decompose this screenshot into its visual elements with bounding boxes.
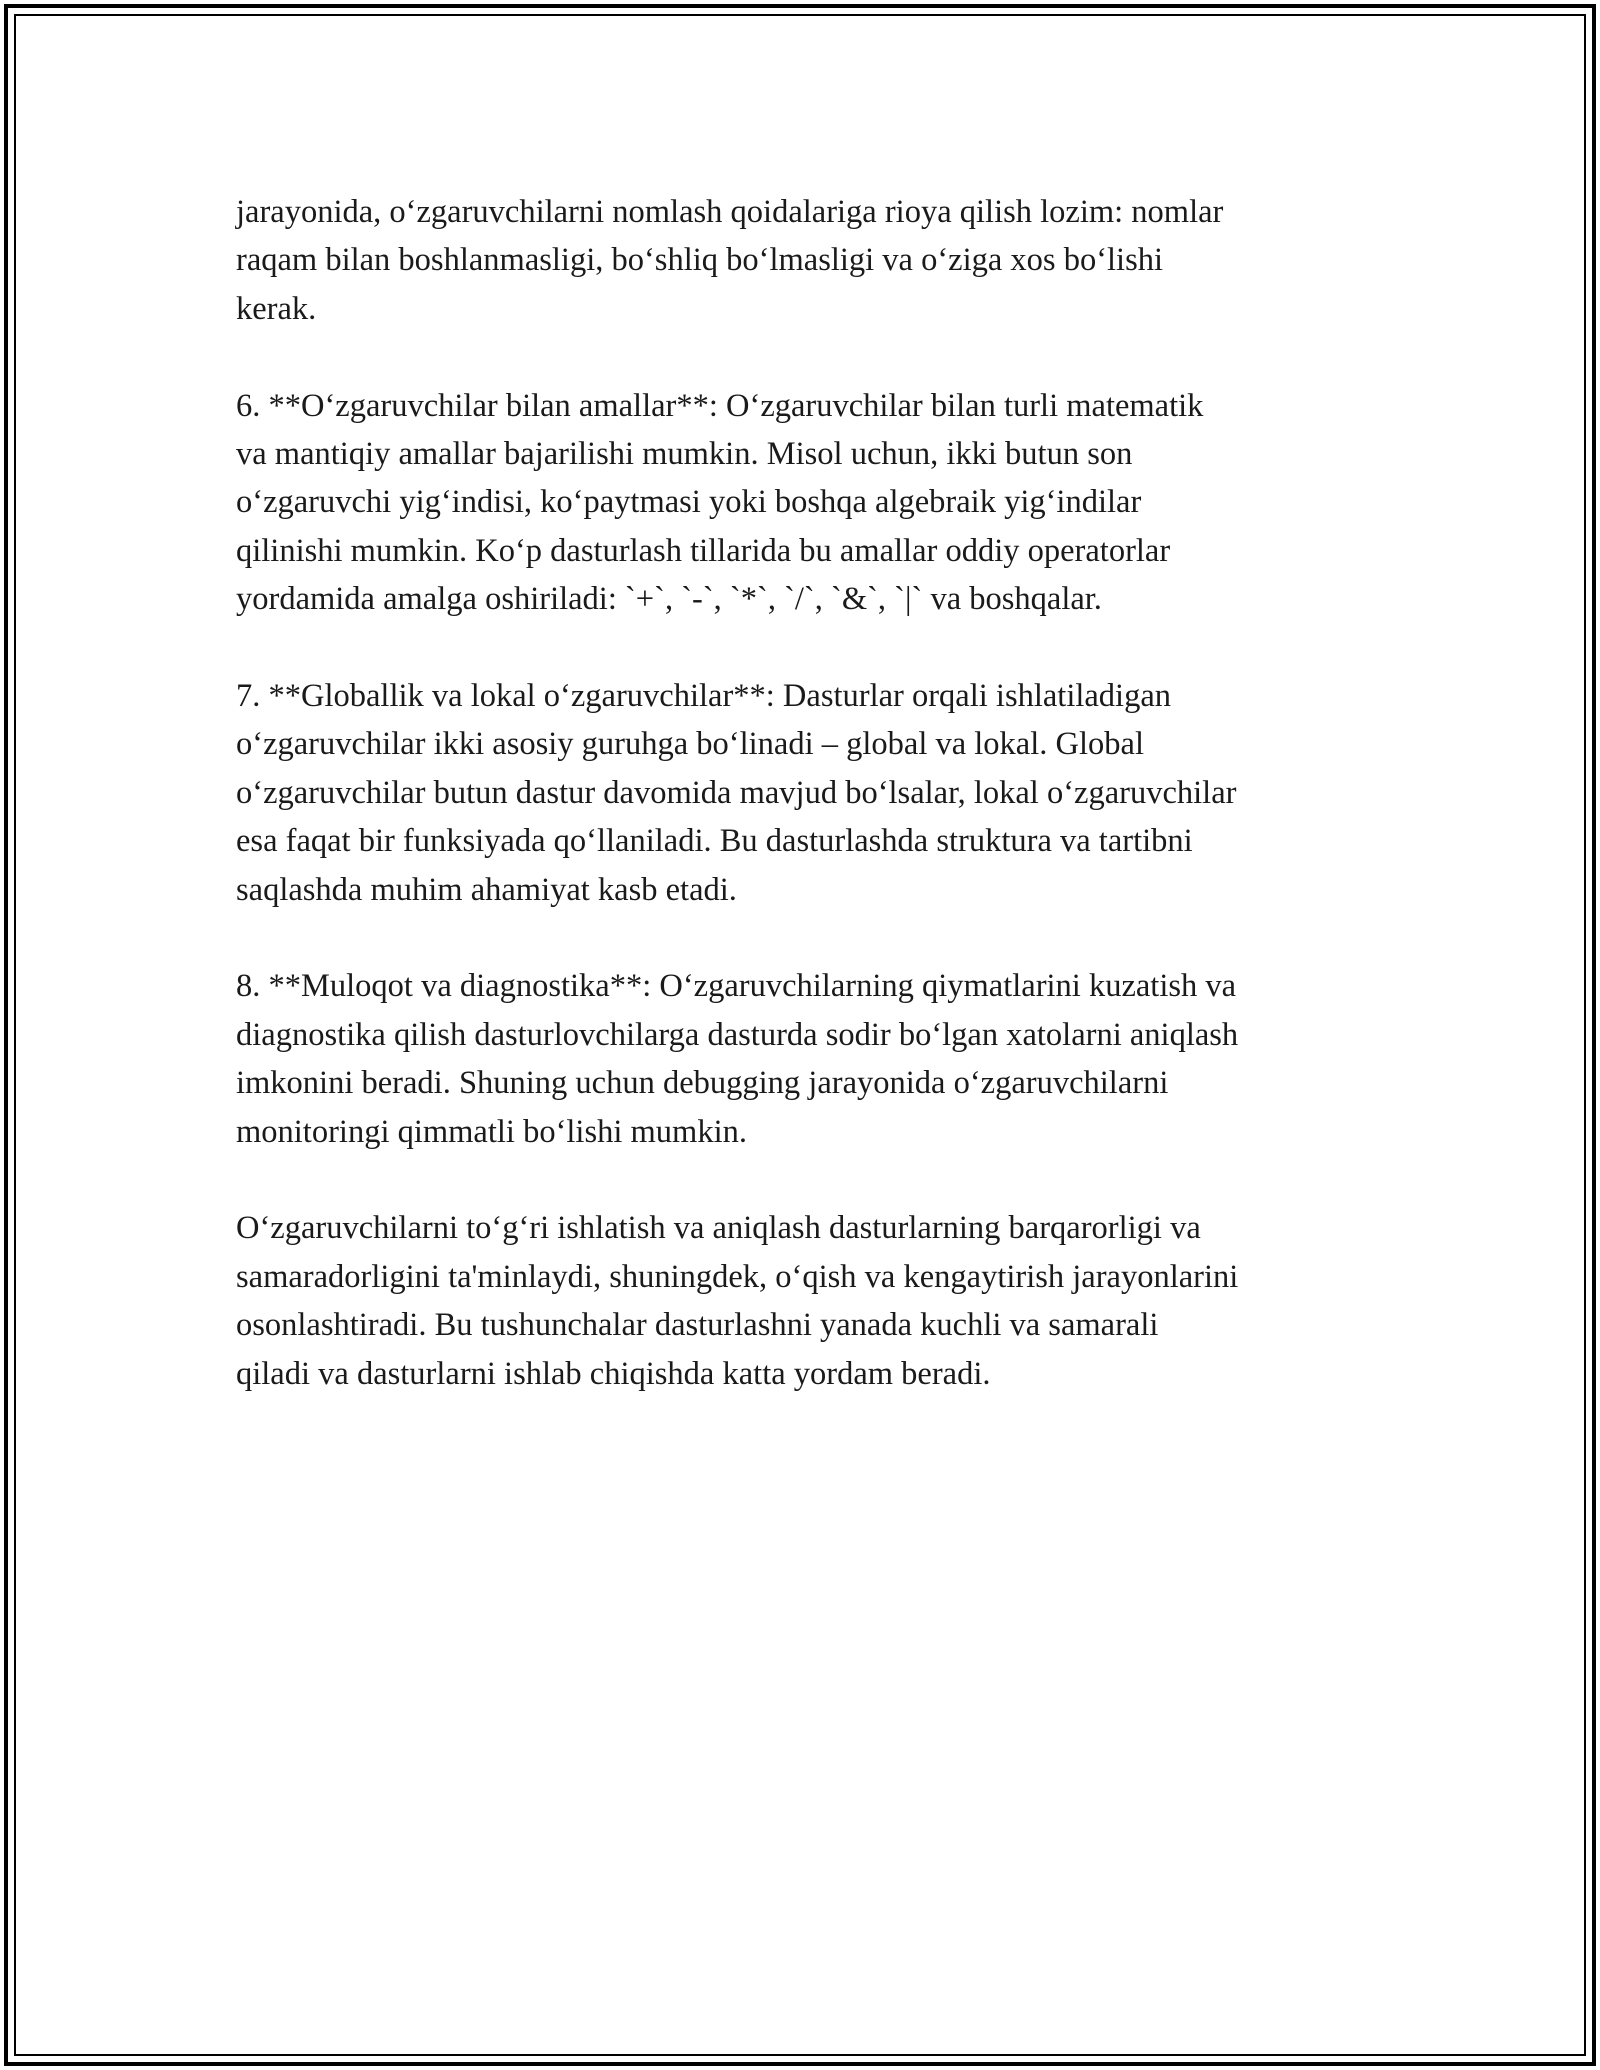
text-line: jarayonida, o‘zgaruvchilarni nomlash qoidalariga rioya qilish lozim: nomlar <box>236 194 1224 230</box>
text-line: qilinishi mumkin. Ko‘p dasturlash tillarida bu amallar oddiy operatorlar <box>236 532 1171 569</box>
paragraph-global-local <box>236 672 1376 914</box>
paragraph-naming-rules <box>236 188 1376 333</box>
paragraph-diagnostics <box>236 962 1376 1156</box>
text-line: monitoringi qimmatli bo‘lishi mumkin. <box>236 1113 747 1150</box>
text-line: kerak. <box>236 290 317 327</box>
text-line: 7. **Globallik va lokal o‘zgaruvchilar**: Dasturlar orqali ishlatiladigan <box>236 678 1172 715</box>
text-line: o‘zgaruvchi yig‘indisi, ko‘paytmasi yoki boshqa algebraik yig‘indilar <box>236 484 1142 521</box>
text-line: O‘zgaruvchilarni to‘g‘ri ishlatish va aniqlash dasturlarning barqarorligi va <box>236 1210 1201 1247</box>
text-line: o‘zgaruvchilar ikki asosiy guruhga bo‘linadi – global va lokal. Global <box>236 726 1144 763</box>
text-line: va mantiqiy amallar bajarilishi mumkin. Misol uchun, ikki butun son <box>236 436 1133 473</box>
text-line: qiladi va dasturlarni ishlab chiqishda katta yordam beradi. <box>236 1355 991 1392</box>
text-line: yordamida amalga oshiriladi: `+`, `-`, `*`, `/`, `&`, `|` va boshqalar. <box>236 581 1102 618</box>
document-body <box>236 188 1376 1446</box>
text-line: esa faqat bir funksiyada qo‘llaniladi. Bu dasturlashda struktura va tartibni <box>236 823 1193 860</box>
text-line: samaradorligini ta'minlaydi, shuningdek, o‘qish va kengaytirish jarayonlarini <box>236 1258 1239 1295</box>
paragraph-conclusion <box>236 1204 1376 1398</box>
text-line: saqlashda muhim ahamiyat kasb etadi. <box>236 871 737 908</box>
text-line: raqam bilan boshlanmasligi, bo‘shliq bo‘lmasligi va o‘ziga xos bo‘lishi <box>236 242 1164 279</box>
text-line: 6. **O‘zgaruvchilar bilan amallar**: O‘zgaruvchilar bilan turli matematik <box>236 387 1204 424</box>
text-line: imkonini beradi. Shuning uchun debugging jarayonida o‘zgaruvchilarni <box>236 1065 1169 1102</box>
paragraph-operations <box>236 382 1376 624</box>
text-line: 8. **Muloqot va diagnostika**: O‘zgaruvchilarning qiymatlarini kuzatish va <box>236 968 1237 1005</box>
text-line: osonlashtiradi. Bu tushunchalar dasturlashni yanada kuchli va samarali <box>236 1307 1159 1344</box>
text-line: o‘zgaruvchilar butun dastur davomida mavjud bo‘lsalar, lokal o‘zgaruvchilar <box>236 774 1237 811</box>
text-line: diagnostika qilish dasturlovchilarga dasturda sodir bo‘lgan xatolarni aniqlash <box>236 1016 1239 1053</box>
